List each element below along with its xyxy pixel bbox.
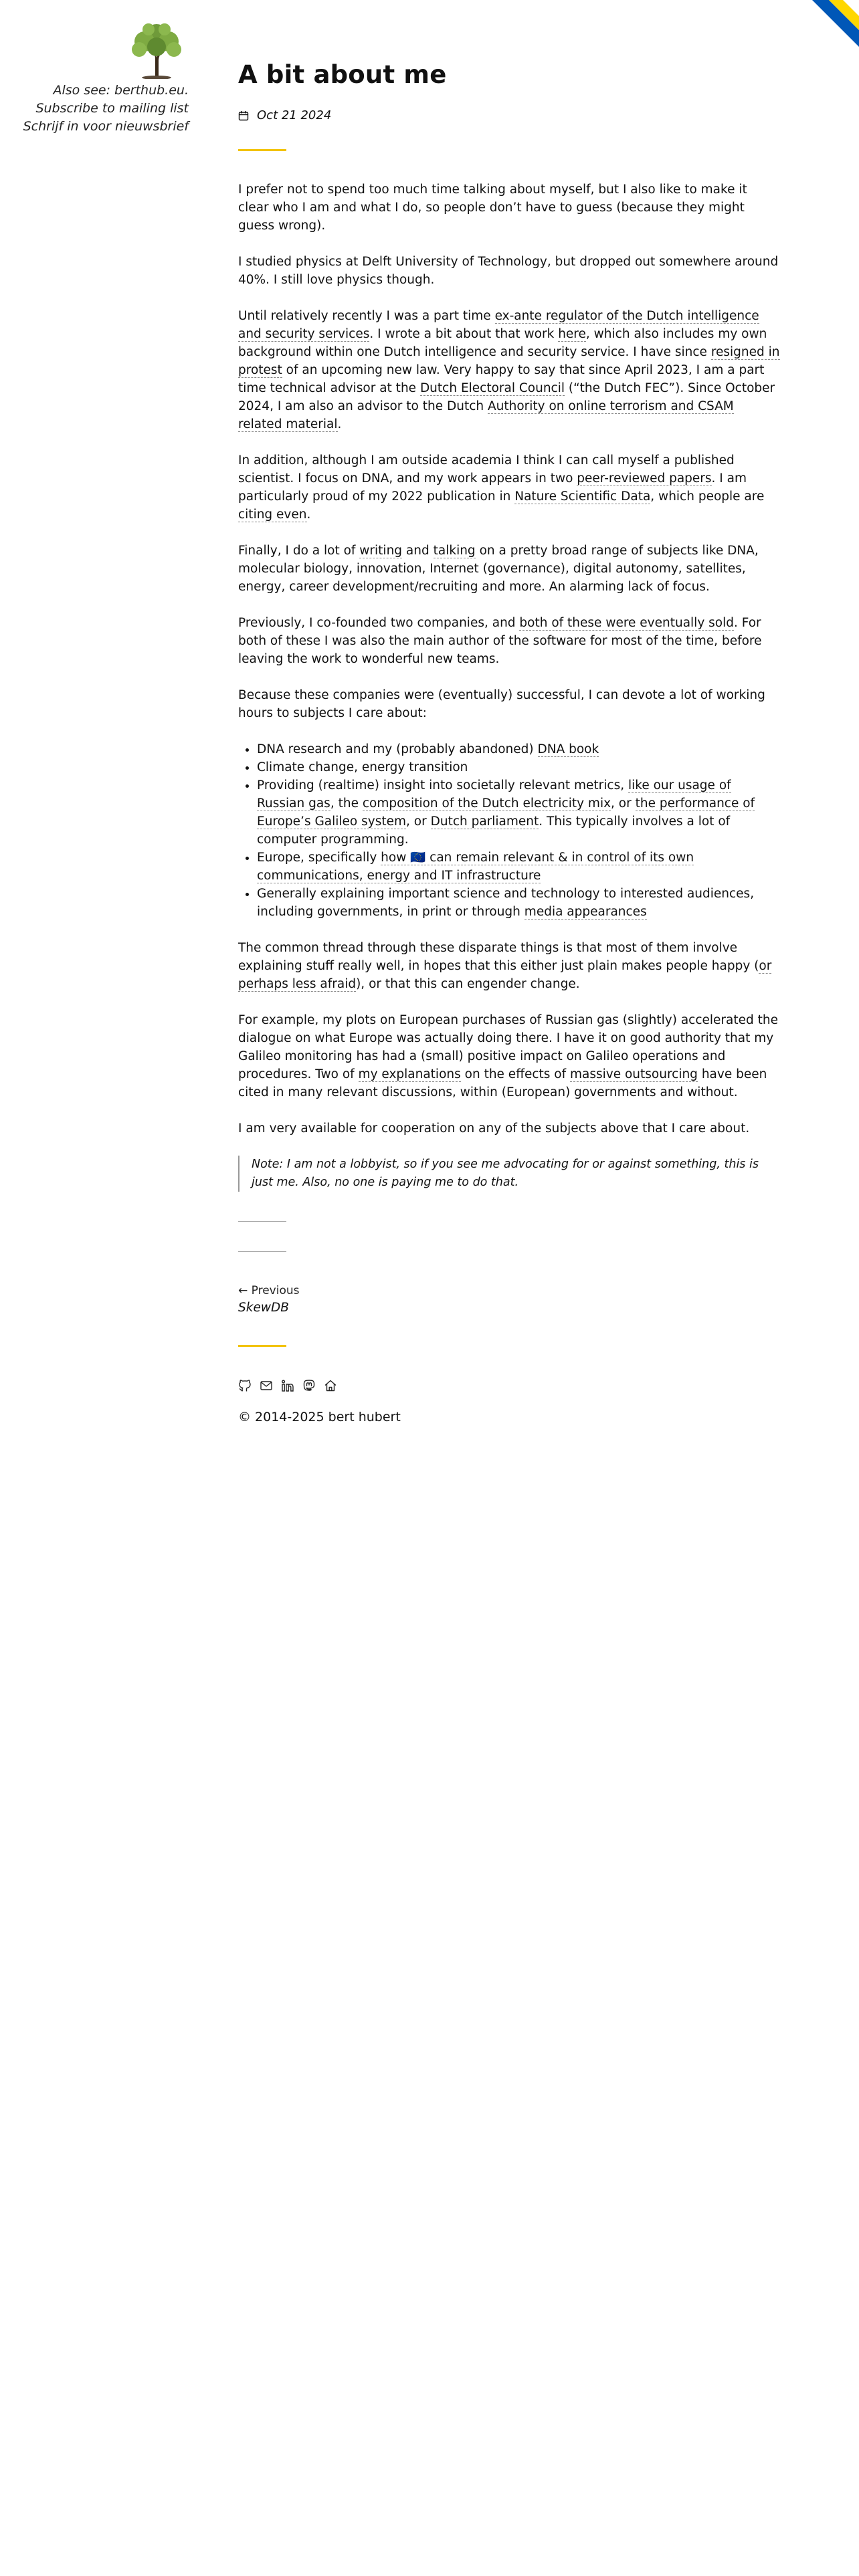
text: , or — [611, 796, 636, 811]
citing-link[interactable]: citing even — [238, 508, 307, 522]
list-item — [257, 849, 780, 885]
companies-sold-link[interactable]: both of these were eventually sold — [519, 616, 734, 630]
text: Providing (realtime) insight into societally relevant metrics, — [257, 778, 628, 792]
footer-divider — [238, 1221, 286, 1222]
text: on the effects of — [460, 1067, 570, 1081]
main-content — [238, 62, 780, 1424]
russian-gas-link[interactable]: like our usage of Russian gas — [257, 778, 731, 811]
text: . — [337, 417, 342, 431]
paragraph-cooperation: I am very available for cooperation on any of the subjects above that I care about. — [238, 1121, 750, 1136]
galileo-link[interactable]: the performance of Europe’s Galileo system — [257, 796, 755, 829]
text: ), or that this can engender change. — [356, 977, 580, 991]
text: The common thread through these disparate things is that most of them involve explaining stuff really well, in hopes that this either just plain makes people happy ( — [238, 941, 759, 973]
text: , which people are — [650, 490, 765, 504]
list-item — [257, 740, 780, 758]
text: DNA research and my (probably abandoned) — [257, 742, 538, 756]
text: . This typically involves a lot of computer programming. — [257, 815, 731, 847]
authority-link[interactable]: Authority on online terrorism and CSAM related material — [238, 399, 734, 431]
dna-book-link[interactable]: DNA book — [537, 742, 599, 756]
subjects-list — [257, 740, 780, 921]
text: , or — [406, 815, 431, 829]
text: Previously, I co-founded two companies, and — [238, 616, 520, 630]
text: . I am particularly proud of my 2022 publication in — [238, 471, 747, 504]
text: For example, my plots on European purchases of Russian gas (slightly) accelerated the dialogue on what Europe was actually doing there. I have it on good authority that my Galileo monitoring has had a (small) positive impact on Galileo operations and procedures. Two of — [238, 1013, 778, 1081]
title-divider — [238, 149, 286, 151]
paragraph-science — [238, 451, 780, 524]
list-item — [257, 776, 780, 849]
text: , the — [330, 796, 363, 811]
text: Finally, I do a lot of — [238, 544, 360, 558]
text: on a pretty broad range of subjects like DNA, molecular biology, innovation, Internet (governance), digital autonomy, satellites, energy, career development/recruiting and more. An alarming lack of focus. — [238, 544, 759, 594]
electricity-mix-link[interactable]: composition of the Dutch electricity mix — [362, 796, 611, 811]
previous-post-link[interactable]: SkewDB — [238, 1301, 289, 1315]
post-date: Oct 21 2024 — [257, 108, 332, 122]
text: . I wrote a bit about that work — [369, 327, 559, 341]
also-see-line — [0, 82, 189, 100]
text: , which also includes my own background within one Dutch intelligence and security service. I have since — [238, 327, 767, 359]
nature-link[interactable]: Nature Scientific Data — [514, 490, 651, 504]
previous-label: ← Previous — [238, 1284, 300, 1297]
paragraph-companies — [238, 614, 780, 668]
resigned-link[interactable]: resigned in protest — [238, 345, 780, 377]
text: . For both of these I was also the main author of the software for most of the time, before leaving the work to wonderful new teams. — [238, 616, 762, 666]
tree-logo-icon[interactable] — [124, 20, 189, 79]
social-links — [238, 1379, 780, 1392]
papers-link[interactable]: peer-reviewed papers — [577, 471, 712, 486]
subscribe-link[interactable]: Subscribe to mailing list — [35, 101, 189, 116]
less-afraid-link[interactable]: or perhaps less afraid — [238, 959, 772, 991]
page-title: A bit about me — [238, 60, 447, 89]
github-icon[interactable] — [238, 1379, 252, 1392]
previous-post-nav — [238, 1283, 780, 1317]
mastodon-icon[interactable] — [302, 1379, 316, 1392]
paragraph-common-thread — [238, 939, 780, 993]
home-icon[interactable] — [324, 1379, 337, 1392]
footer-divider — [238, 1251, 286, 1252]
paragraph-writing — [238, 542, 780, 596]
list-item — [257, 885, 780, 921]
calendar-icon — [238, 110, 249, 121]
paragraph-subjects-intro: Because these companies were (eventually) successful, I can devote a lot of working hours to subjects I care about: — [238, 688, 765, 720]
text: In addition, although I am outside academia I think I can call myself a published scientist. I focus on DNA, and my work appears in two — [238, 453, 735, 486]
explanations-link[interactable]: my explanations — [358, 1067, 461, 1081]
text: Until relatively recently I was a part time — [238, 309, 495, 323]
paragraph-intro: I prefer not to spend too much time talking about myself, but I also like to make it clear who I am and what I do, so people don’t have to guess (because they might guess wrong). — [238, 183, 747, 233]
text: of an upcoming new law. Very happy to say that since April 2023, I am a part time technical advisor at the — [238, 363, 765, 395]
also-see-link[interactable]: Also see: berthub.eu. — [53, 83, 189, 98]
text: have been cited in many relevant discussions, within (European) governments and without. — [238, 1067, 767, 1099]
linkedin-icon[interactable] — [281, 1379, 294, 1392]
electoral-council-link[interactable]: Dutch Electoral Council — [419, 381, 565, 395]
article-body — [238, 181, 780, 1192]
talking-link[interactable]: talking — [433, 544, 476, 558]
ukraine-ribbon — [799, 0, 859, 60]
paragraph-physics: I studied physics at Delft University of Technology, but dropped out somewhere around 40%. I still love physics though. — [238, 255, 779, 287]
writing-link[interactable]: writing — [359, 544, 403, 558]
mail-icon[interactable] — [260, 1379, 273, 1392]
outsourcing-link[interactable]: massive outsourcing — [569, 1067, 698, 1081]
text: (“the Dutch FEC”). Since October 2024, I am also an advisor to the Dutch — [238, 381, 775, 413]
text: . — [306, 508, 311, 522]
footer-yellow-divider — [238, 1345, 286, 1347]
lobbyist-note: Note: I am not a lobbyist, so if you see me advocating for or against something, this is just me. Also, no one is paying me to do that. — [238, 1156, 780, 1192]
copyright: © 2014-2025 bert hubert — [238, 1410, 401, 1424]
newsletter-link[interactable]: Schrijf in voor nieuwsbrief — [23, 119, 189, 134]
parliament-link[interactable]: Dutch parliament — [430, 815, 539, 829]
list-item: • Climate change, energy transition — [257, 758, 780, 776]
text: Europe, specifically — [257, 851, 381, 865]
here-link[interactable]: here — [558, 327, 586, 341]
regulator-link[interactable]: ex-ante regulator of the Dutch intelligence and security services — [238, 309, 759, 341]
text: Generally explaining important science and technology to interested audiences, including governments, in print or through — [257, 887, 755, 919]
post-meta — [238, 108, 780, 122]
europe-relevant-link[interactable]: how 🇪🇺 can remain relevant & in control of its own communications, energy and IT infrastructure — [257, 851, 694, 883]
paragraph-regulator — [238, 307, 780, 433]
ukraine-ribbon-icon — [799, 0, 859, 60]
text: and — [402, 544, 434, 558]
sidebar — [0, 20, 189, 136]
paragraph-example — [238, 1011, 780, 1101]
media-appearances-link[interactable]: media appearances — [524, 905, 647, 919]
